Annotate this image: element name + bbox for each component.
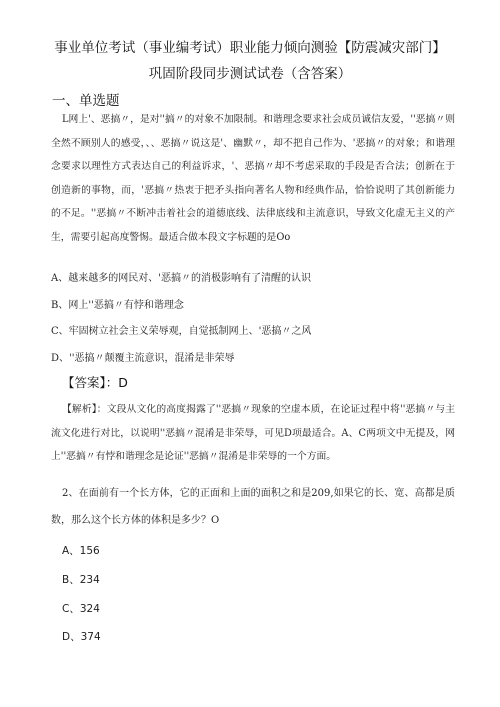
question-2-option-a: A、156 bbox=[62, 545, 100, 557]
question-1-stem: L网上'、恶搞〃，是对''搞〃的对象不加限制。和谐理念要求社会成员诚信友爱，''恶搞〃则全然不顾别人的感受，、、恶搞〃说这是'、幽默〃，却不把自己作为、'恶搞〃的对象；和谐理念要求以理性方式表达自己的利益诉求，'、恶搞〃却不考虑采取的手段是否合法；创新在于创造新的事物，而，'恶搞〃热衷于把矛头指向著名人物和经典作品，恰恰说明了其创新能力的不足。''恶搞〃不断冲击着社会的道德底线、法律底线和主流意识，导致文化虚无主义的产生，需要引起高度警惕。最适合做本段文字标题的是Oo bbox=[51, 114, 455, 243]
document-subtitle: 巩固阶段同步测试试卷（含答案） bbox=[148, 66, 352, 82]
question-2-option-c: C、324 bbox=[62, 603, 100, 615]
question-2-stem: 2、在面前有一个长方体，它的正面和上面的面积之和是209,如果它的长、宽、高都是质数，那么这个长方体的体积是多少？O bbox=[51, 488, 455, 526]
question-1-option-c: C、牢固树立社会主义荣辱观，自觉抵制网上、'恶搞〃之风 bbox=[51, 326, 312, 337]
question-1-answer: 【答案】：D bbox=[62, 375, 128, 390]
section-heading: 一、单选题 bbox=[52, 93, 120, 109]
question-2-option-b: B、234 bbox=[62, 574, 100, 586]
question-1-analysis: 【解析】：文段从文化的高度揭露了''恶搞〃现象的空虚本质，在论证过程中将''恶搞〃与主流文化进行对比，以说明''恶搞〃混淆是非荣辱，可见D项最适合。A、C两项文中无提及，网上''恶搞〃有悖和谐理念是论证''恶搞〃混淆是非荣辱的一个方面。 bbox=[51, 404, 455, 463]
question-1-option-a: A、越来越多的网民对、'恶搞〃的消极影响有了清醒的认识 bbox=[51, 273, 311, 284]
document-title: 事业单位考试（事业编考试）职业能力倾向测验【防震减灾部门】 bbox=[54, 40, 446, 56]
question-2-option-d: D、374 bbox=[62, 631, 101, 643]
question-1-option-d: D、''恶搞〃颠覆主流意识，混淆是非荣辱 bbox=[51, 353, 235, 364]
question-1-option-b: B、网上''恶搞〃有悖和谐理念 bbox=[51, 300, 184, 311]
